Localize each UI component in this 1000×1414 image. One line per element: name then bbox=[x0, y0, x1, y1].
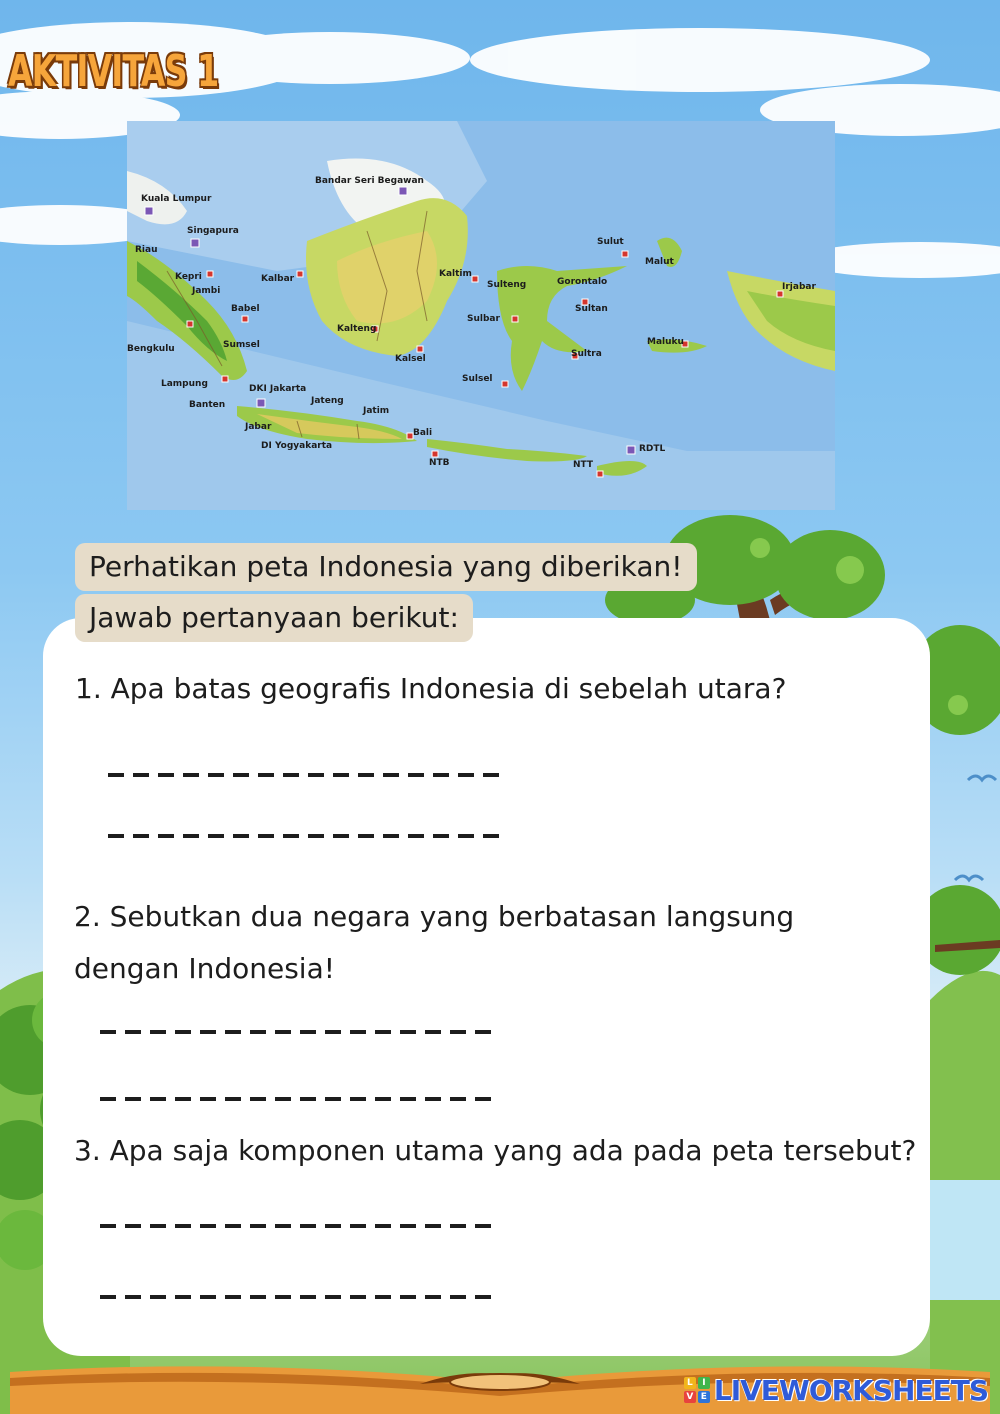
indonesia-map bbox=[127, 121, 835, 510]
map-label: Malut bbox=[645, 257, 674, 267]
question-2-line-1: 2. Sebutkan dua negara yang berbatasan langsung bbox=[74, 900, 795, 933]
map-label: Kalbar bbox=[261, 274, 295, 284]
map-label: Singapura bbox=[187, 226, 239, 236]
map-label: Bengkulu bbox=[127, 344, 175, 354]
map-label: Jabar bbox=[245, 422, 272, 432]
logo-letter-v: V bbox=[684, 1391, 696, 1403]
answer-blank-2b[interactable] bbox=[100, 1097, 500, 1101]
map-label: Babel bbox=[231, 304, 260, 314]
map-label: Gorontalo bbox=[557, 277, 608, 287]
map-label: Sumsel bbox=[223, 340, 260, 350]
answer-blank-1a[interactable] bbox=[108, 773, 508, 777]
map-label: Kaltim bbox=[439, 269, 472, 279]
map-label: Kepri bbox=[175, 272, 202, 282]
watermark-text: LIVEWORKSHEETS bbox=[713, 1373, 988, 1407]
map-label: Jateng bbox=[311, 396, 344, 406]
map-label: DI Yogyakarta bbox=[261, 441, 333, 451]
instruction-line-1: Perhatikan peta Indonesia yang diberikan! bbox=[75, 543, 697, 591]
map-label: DKI Jakarta bbox=[249, 384, 307, 394]
question-1: 1. Apa batas geografis Indonesia di sebelah utara? bbox=[75, 672, 787, 705]
map-label: Kalteng bbox=[337, 324, 377, 334]
map-label: Kalsel bbox=[395, 354, 426, 364]
liveworksheets-logo-icon bbox=[684, 1377, 710, 1403]
map-label: Jambi bbox=[192, 286, 221, 296]
map-label: Lampung bbox=[161, 379, 208, 389]
map-label: Kuala Lumpur bbox=[141, 194, 212, 204]
map-label: Sulbar bbox=[467, 314, 500, 324]
logo-letter-e: E bbox=[698, 1391, 710, 1403]
question-2-line-2: dengan Indonesia! bbox=[74, 952, 335, 985]
map-label: Banten bbox=[189, 400, 226, 410]
map-label: Riau bbox=[135, 245, 158, 255]
map-label: Irjabar bbox=[782, 282, 816, 292]
map-label: NTB bbox=[429, 458, 450, 468]
answer-blank-3b[interactable] bbox=[100, 1295, 500, 1299]
question-3: 3. Apa saja komponen utama yang ada pada peta tersebut? bbox=[74, 1134, 917, 1167]
logo-letter-l: L bbox=[684, 1377, 696, 1389]
liveworksheets-watermark bbox=[684, 1372, 988, 1408]
map-label: RDTL bbox=[639, 444, 666, 454]
map-label: Sulut bbox=[597, 237, 624, 247]
answer-blank-1b[interactable] bbox=[108, 834, 508, 838]
map-label: Sulsel bbox=[462, 374, 493, 384]
map-label: Sultra bbox=[571, 349, 602, 359]
map-label: Jatim bbox=[363, 406, 390, 416]
answer-blank-2a[interactable] bbox=[100, 1030, 500, 1034]
map-label: Bali bbox=[413, 428, 433, 438]
map-label: Maluku bbox=[647, 337, 684, 347]
logo-letter-i: I bbox=[698, 1377, 710, 1389]
map-label: Bandar Seri Begawan bbox=[315, 176, 424, 186]
activity-title: AKTIVITAS 1 bbox=[8, 46, 219, 97]
map-label: Sultan bbox=[575, 304, 608, 314]
answer-blank-3a[interactable] bbox=[100, 1224, 500, 1228]
map-label: Sulteng bbox=[487, 280, 527, 290]
map-label: NTT bbox=[573, 460, 594, 470]
instruction-line-2: Jawab pertanyaan berikut: bbox=[75, 594, 473, 642]
